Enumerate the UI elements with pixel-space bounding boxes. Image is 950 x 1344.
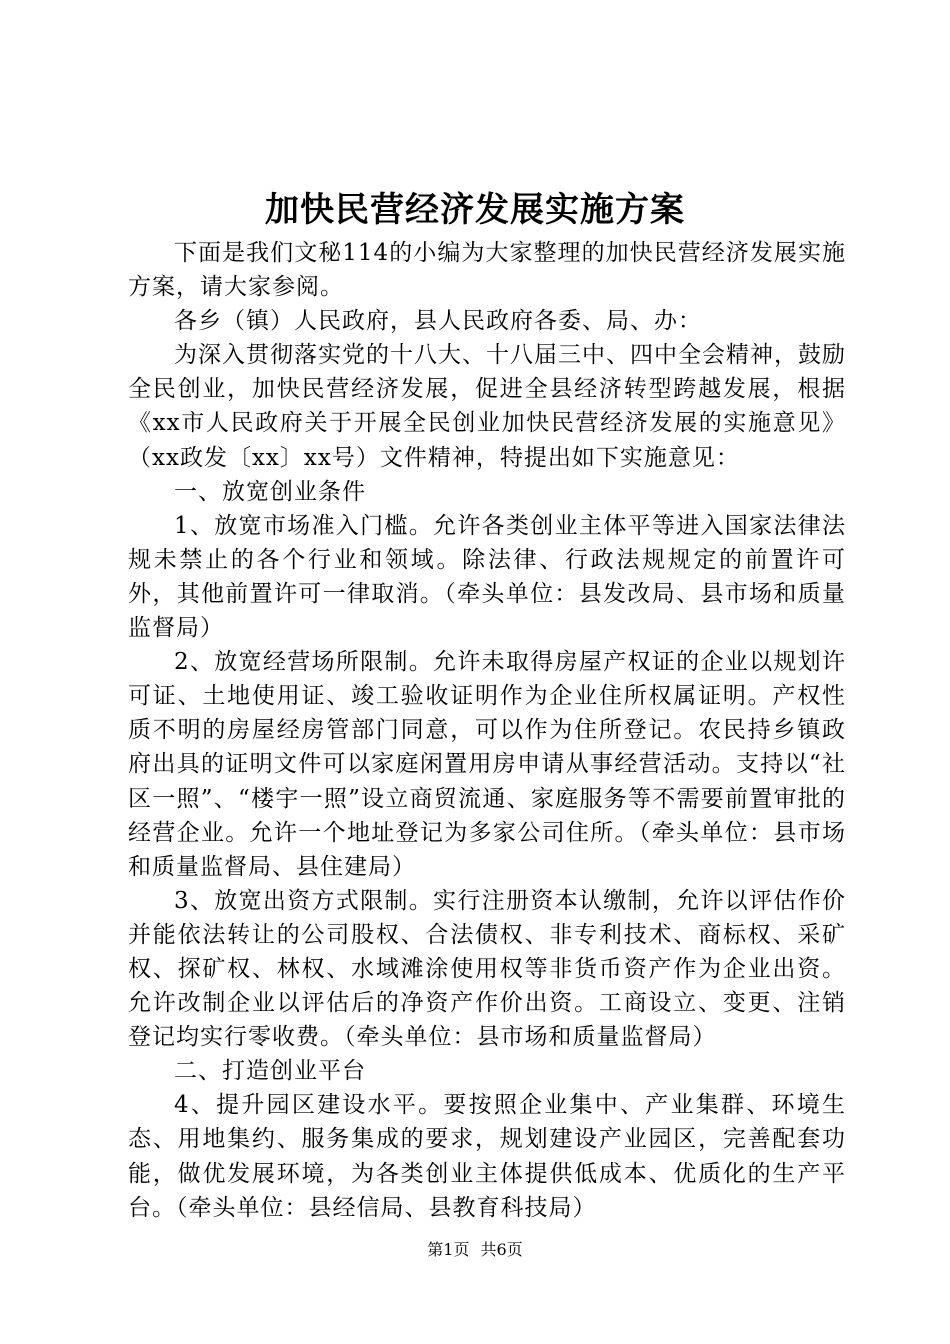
paragraph-addressee: 各乡（镇）人民政府，县人民政府各委、局、办： bbox=[174, 308, 702, 335]
paragraph-preamble: 为深入贯彻落实党的十八大、十八届三中、四中全会精神，鼓励全民创业，加快民营经济发展，促进全县经济转型跨越发展，根据《xx市人民政府关于开展全民创业加快民营经济发展的实施意见》（xx政发〔xx〕xx号）文件精神，特提出如下实施意见： bbox=[128, 342, 846, 471]
section-heading-1: 一、放宽创业条件 bbox=[174, 478, 366, 505]
paragraph-intro: 下面是我们文秘114的小编为大家整理的加快民营经济发展实施方案，请大家参阅。 bbox=[128, 240, 846, 301]
section-heading-2: 二、打造创业平台 bbox=[174, 1058, 366, 1085]
page-footer: 第1页 共6页 bbox=[427, 1240, 523, 1259]
document-title: 加快民营经济发展实施方案 bbox=[265, 190, 685, 230]
paragraph-item-4: 4、提升园区建设水平。要按照企业集中、产业集群、环境生态、用地集约、服务集成的要求，规划建设产业园区，完善配套功能，做优发展环境，为各类创业主体提供低成本、优质化的生产平台。（牵头单位：县经信局、县教育科技局） bbox=[128, 1092, 846, 1221]
paragraph-item-1: 1、放宽市场准入门槛。允许各类创业主体平等进入国家法律法规未禁止的各个行业和领域。除法律、行政法规规定的前置许可外，其他前置许可一律取消。（牵头单位：县发改局、县市场和质量监督局） bbox=[128, 512, 846, 642]
document-body bbox=[128, 236, 846, 1225]
paragraph-item-2: 2、放宽经营场所限制。允许未取得房屋产权证的企业以规划许可证、土地使用证、竣工验收证明作为企业住所权属证明。产权性质不明的房屋经房管部门同意，可以作为住所登记。农民持乡镇政府出具的证明文件可以家庭闲置用房申请从事经营活动。支持以“社区一照”、“楼宇一照”设立商贸流通、家庭服务等不需要前置审批的经营企业。允许一个地址登记为多家公司住所。（牵头单位：县市场和质量监督局、县住建局） bbox=[128, 649, 846, 880]
paragraph-item-3: 3、放宽出资方式限制。实行注册资本认缴制，允许以评估作价并能依法转让的公司股权、合法债权、非专利技术、商标权、采矿权、探矿权、林权、水域滩涂使用权等非货币资产作为企业出资。允许改制企业以评估后的净资产作价出资。工商设立、变更、注销登记均实行零收费。（牵头单位：县市场和质量监督局） bbox=[128, 887, 846, 1051]
